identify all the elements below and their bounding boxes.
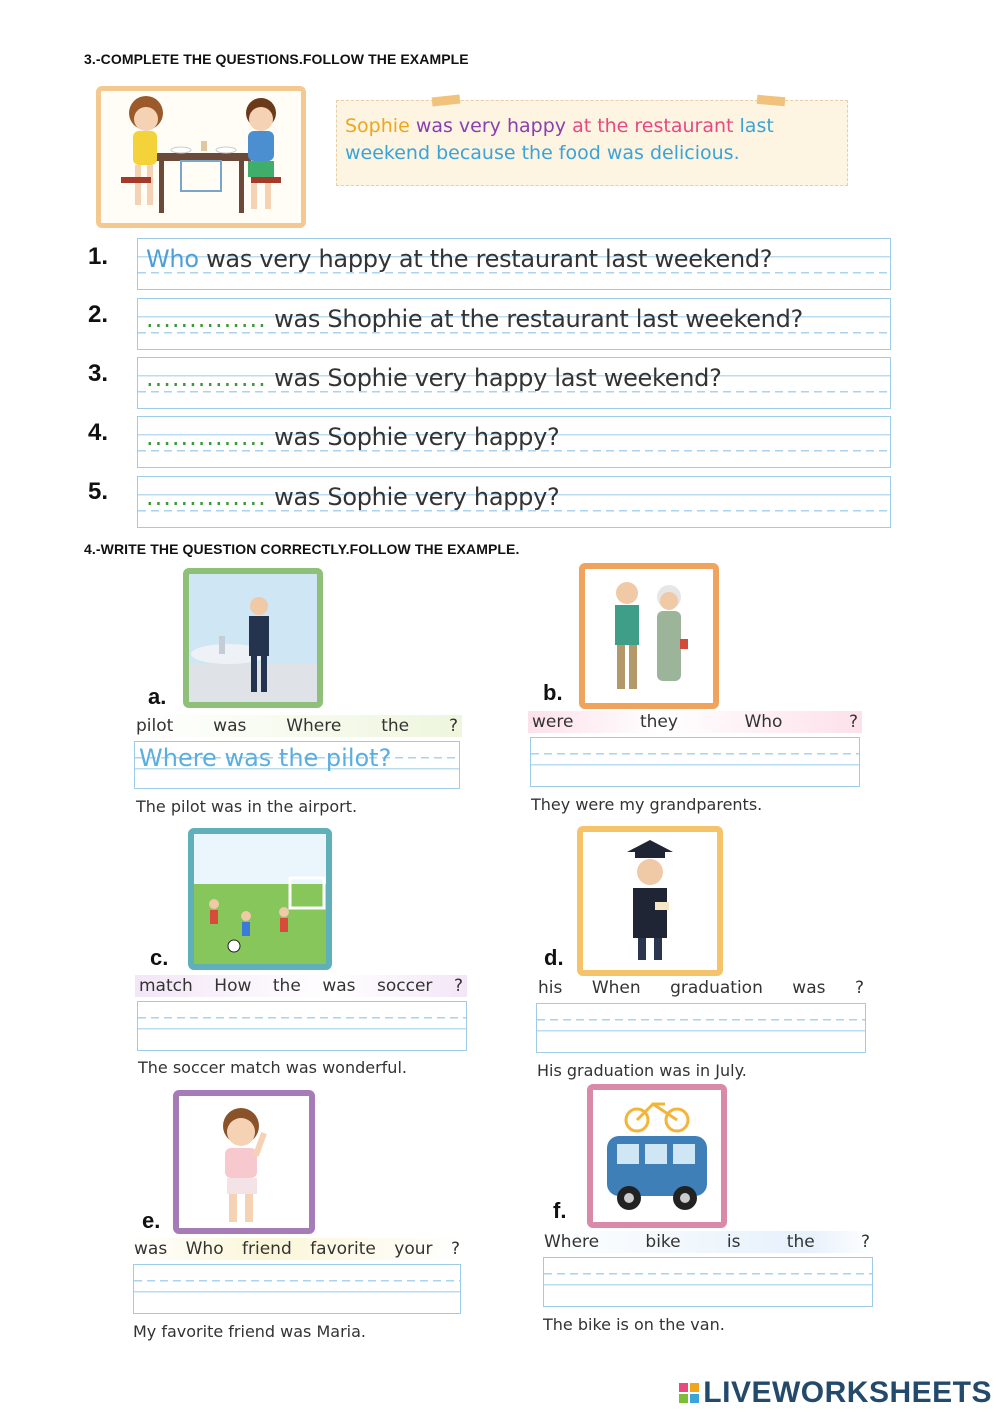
- question-number: 3.: [88, 360, 109, 387]
- question-text: was very happy at the restaurant last weekend?: [206, 245, 773, 273]
- scrambled-words: [130, 1238, 464, 1260]
- scrambled-words: [540, 1231, 874, 1253]
- word: soccer: [377, 976, 433, 996]
- question-line: [137, 357, 891, 409]
- question-text: was Sophie very happy?: [274, 483, 560, 511]
- logo-tiles-icon: [679, 1383, 699, 1403]
- tape-left: [432, 95, 461, 107]
- question-line: [137, 298, 891, 350]
- word: was: [213, 716, 247, 736]
- graduation-picture: [577, 826, 723, 976]
- question-number: 4.: [88, 419, 109, 446]
- answer-box[interactable]: [530, 737, 860, 787]
- liveworksheets-logo: [679, 1376, 992, 1410]
- question-text: was Shophie at the restaurant last weekend?: [274, 305, 803, 333]
- answer-text: The pilot was in the airport.: [136, 797, 358, 816]
- soccer-picture: [188, 828, 332, 970]
- answer-text: My favorite friend was Maria.: [133, 1322, 366, 1341]
- word: Who: [185, 1239, 224, 1259]
- answer-box[interactable]: [137, 1001, 467, 1051]
- word: was: [792, 978, 826, 998]
- answer-text: His graduation was in July.: [537, 1061, 747, 1080]
- item-letter: d.: [544, 945, 564, 970]
- word: ?: [450, 1239, 460, 1259]
- word: the: [272, 976, 301, 996]
- word: was: [134, 1239, 168, 1259]
- word: the: [786, 1232, 815, 1252]
- example-question: Where was the pilot?: [139, 744, 392, 772]
- item-letter: e.: [142, 1208, 161, 1233]
- answer-box[interactable]: [536, 1003, 866, 1053]
- scrambled-words: [534, 977, 868, 999]
- question-line: [137, 416, 891, 468]
- word: graduation: [670, 978, 763, 998]
- word: his: [538, 978, 563, 998]
- grandparents-picture: [579, 563, 719, 709]
- scrambled-words: [132, 715, 462, 737]
- word: When: [591, 978, 641, 998]
- scrambled-words: [135, 975, 467, 997]
- word: bike: [645, 1232, 681, 1252]
- logo-text: LIVEWORKSHEETS: [703, 1376, 992, 1409]
- question-line: [137, 238, 891, 290]
- word: ?: [453, 976, 463, 996]
- word: ?: [860, 1232, 870, 1252]
- item-letter: b.: [543, 680, 563, 705]
- word: ?: [854, 978, 864, 998]
- answer-box[interactable]: [133, 1264, 461, 1314]
- word: were: [532, 712, 574, 732]
- word: friend: [242, 1239, 292, 1259]
- answer-text: The bike is on the van.: [543, 1315, 725, 1334]
- answer-text: They were my grandparents.: [531, 795, 763, 814]
- girl-picture: [173, 1090, 315, 1234]
- question-text: was Sophie very happy?: [274, 423, 560, 451]
- word: is: [726, 1232, 741, 1252]
- question-blank[interactable]: ..............: [146, 305, 267, 333]
- word: was: [322, 976, 356, 996]
- word: your: [394, 1239, 433, 1259]
- note-at-the-restaurant: at the restaurant: [572, 115, 734, 137]
- note-was-very-happy: was very happy: [415, 115, 567, 137]
- question-number: 5.: [88, 478, 109, 505]
- question-number: 2.: [88, 301, 109, 328]
- word: the: [381, 716, 410, 736]
- answer-box[interactable]: [543, 1257, 873, 1307]
- question-blank[interactable]: Who: [146, 245, 199, 273]
- restaurant-picture: [96, 86, 306, 228]
- word: match: [139, 976, 193, 996]
- word: How: [214, 976, 252, 996]
- word: they: [639, 712, 678, 732]
- word: Where: [544, 1232, 600, 1252]
- section-4-heading: 4.-WRITE THE QUESTION CORRECTLY.FOLLOW THE EXAMPLE.: [84, 541, 520, 557]
- item-letter: f.: [553, 1198, 567, 1223]
- scrambled-words: [528, 711, 862, 733]
- pilot-picture: [183, 568, 323, 708]
- answer-text: The soccer match was wonderful.: [138, 1058, 407, 1077]
- word: ?: [848, 712, 858, 732]
- question-blank[interactable]: ..............: [146, 364, 267, 392]
- van-picture: [587, 1084, 727, 1228]
- note-sophie: Sophie: [345, 115, 410, 137]
- note-last: last: [739, 115, 774, 137]
- word: ?: [448, 716, 458, 736]
- word: Where: [286, 716, 342, 736]
- question-line: [137, 476, 891, 528]
- item-letter: a.: [148, 684, 167, 709]
- note-weekend: weekend because the food was delicious.: [345, 142, 740, 164]
- question-blank[interactable]: ..............: [146, 423, 267, 451]
- word: favorite: [310, 1239, 376, 1259]
- question-text: was Sophie very happy last weekend?: [274, 364, 722, 392]
- answer-box[interactable]: [134, 741, 460, 789]
- word: pilot: [136, 716, 174, 736]
- item-letter: c.: [150, 945, 169, 970]
- example-note: [336, 100, 848, 186]
- section-3-heading: 3.-COMPLETE THE QUESTIONS.FOLLOW THE EXAMPLE: [84, 51, 469, 67]
- question-number: 1.: [88, 243, 109, 270]
- word: Who: [744, 712, 783, 732]
- question-blank[interactable]: ..............: [146, 483, 267, 511]
- tape-right: [757, 95, 786, 106]
